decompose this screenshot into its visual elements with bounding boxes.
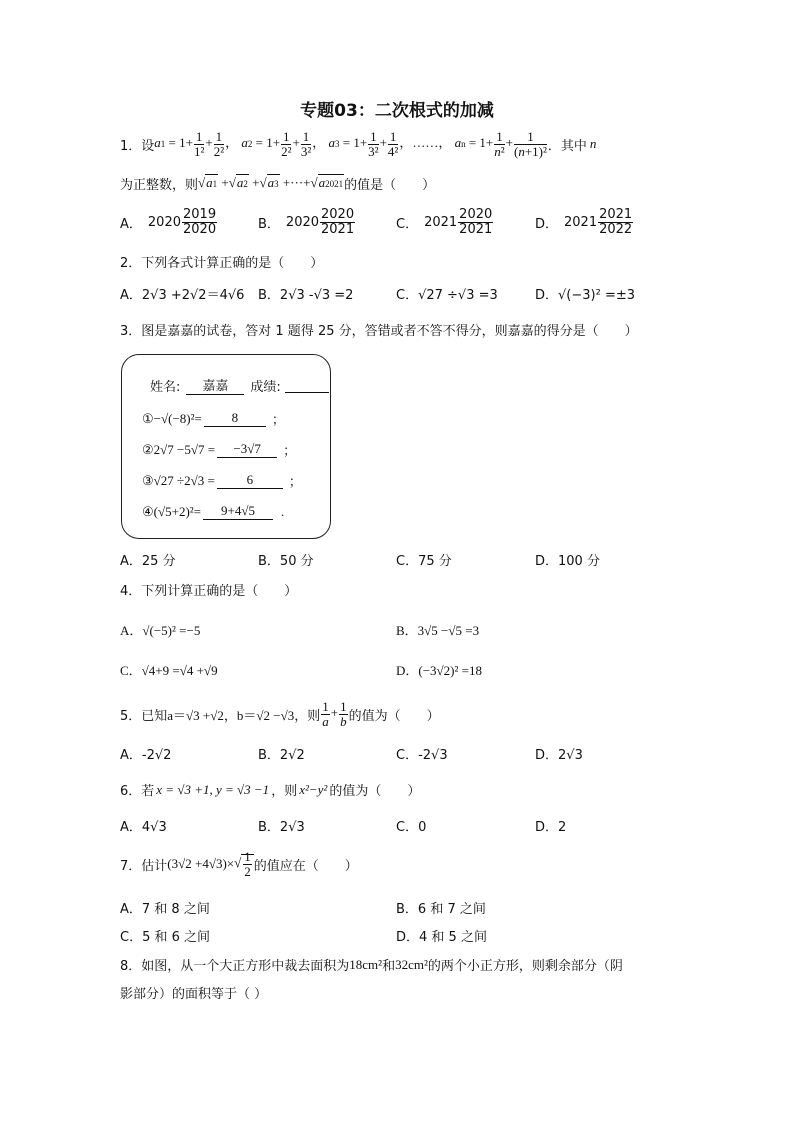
q1-qi-zhong: ．其中 [547, 138, 587, 154]
q6-option-b: B．2√3 [258, 820, 305, 835]
q1-n: n [589, 136, 597, 151]
q2-option-a: A．2√3 +2√2＝4√6 [120, 288, 245, 303]
row-2-semi: ； [283, 443, 297, 458]
q8-tail: 的两个小正方形，则剩余部分（阴 [427, 959, 623, 974]
q7-option-a: A．7 和 8 之间 [120, 902, 210, 917]
row-2-answer: −3√7 [217, 441, 277, 458]
q1-option-b [258, 208, 356, 236]
q2-option-d: D．√(−3)² =±3 [535, 288, 636, 303]
q7-expr: (3√2 +4√3)× [167, 856, 235, 871]
q5-ze: ，则 [294, 708, 321, 724]
question-3-text: 3．图是嘉嘉的试卷，答对 1 题得 25 分，答错或者不答不得分，则嘉嘉的得分是（ ） [120, 324, 638, 339]
q8-and: 和 [382, 959, 396, 974]
q8-v2: 32cm² [395, 956, 428, 972]
q1-number: 1． [120, 138, 142, 154]
q7-lead: 7．估计 [120, 858, 168, 874]
q6-expr: x = √3 +1, y = √3 −1 [156, 781, 270, 797]
card-row-1 [142, 409, 285, 428]
q1-option-a-letter: A． [120, 216, 142, 232]
q8-lead: 8．如图，从一个大正方形中裁去面积为 [120, 959, 350, 974]
q6-option-d: D．2 [535, 820, 567, 835]
q3-option-a: A．25 分 [120, 554, 176, 569]
q1-option-d [535, 208, 634, 236]
q6-tail: 的值为（ ） [329, 784, 421, 799]
q7-tail: 的值应在（ ） [253, 858, 358, 874]
card-row-2 [142, 440, 296, 459]
q5-expr: $\frac{1}{a}$ + $\frac{1}{b}$ [322, 698, 347, 729]
q1-sum-expr: √a1 +√a2 +√a3 +···+√a2021 [198, 175, 344, 190]
q3-option-b: B．50 分 [258, 554, 314, 569]
q3-option-c: C．75 分 [396, 554, 452, 569]
q1-option-a-frac: $\frac{2019}{2020}$ [183, 207, 217, 237]
q8-v1: 18cm² [349, 956, 383, 972]
q1-option-d-letter: D． [535, 216, 559, 232]
row-1-semi: ； [271, 412, 285, 427]
q1-option-a-whole: 2020 [147, 214, 181, 230]
q6-option-c: C．0 [396, 820, 427, 835]
question-4-text: 4．下列计算正确的是（ ） [120, 584, 298, 599]
q1-lead: 设 [141, 138, 155, 154]
q1-option-a [120, 208, 218, 236]
q1-option-c-whole: 2021 [424, 214, 458, 230]
q2-option-b: B．2√3 -√3 =2 [258, 288, 354, 303]
q1-option-b-letter: B． [258, 216, 280, 232]
q1-option-b-whole: 2020 [285, 214, 320, 230]
row-4-dot: . [281, 503, 285, 519]
q5-lead: 5．已知 [120, 708, 168, 724]
q5-option-a: A．-2√2 [120, 748, 172, 763]
row-3-semi: ； [288, 474, 302, 489]
score-blank [285, 377, 329, 393]
q6-option-a: A．4√3 [120, 820, 167, 835]
q6-ze: ，则 [271, 784, 298, 799]
q4-option-d: D．(−3√2)² =18 [396, 663, 482, 678]
q1-a1-def: a1 = 1+ $\frac{1}{\text{1²}}$ + $\frac{1}{\text{2²}}$ ， a2 = 1+ $\frac{1}{\text{2²}}$ + $\frac{1}{\text{3²}}$ ， a3 = 1+ $\frac{1}{\text{3²}}$ + $\frac{1}{\text{4²}}$ ，……， an = 1+ $\frac{1}{\text{n²}}$ + $\frac{1}{\text{(n+1)²}}$ [154, 128, 547, 159]
question-6-text [120, 780, 420, 799]
card-name-row [150, 375, 329, 395]
q1-tail: 的值是（ ） [344, 177, 436, 193]
q3-option-d: D．100 分 [535, 554, 600, 569]
q5-def: a＝√3 +√2，b＝√2 −√3 [167, 707, 295, 723]
question-1-line-1 [120, 126, 596, 162]
question-7-text [120, 846, 358, 882]
q5-option-c: C．-2√3 [396, 748, 448, 763]
question-8-line-1 [120, 955, 623, 974]
page-title: 专题03：二次根式的加减 [300, 101, 494, 121]
q7-option-d: D．4 和 5 之间 [396, 930, 487, 945]
q7-root-half: √ $\frac{1}{2}$ [234, 850, 254, 878]
q6-lead: 6．若 [120, 784, 155, 799]
name-label: 姓名: [150, 379, 181, 395]
q1-option-c [396, 208, 494, 236]
q1-option-d-frac: $\frac{2021}{2022}$ [599, 207, 633, 237]
q6-expr2: x²−y² [299, 781, 328, 797]
card-row-4 [142, 503, 284, 520]
score-label: 成绩: [250, 379, 281, 395]
q5-tail: 的值为（ ） [348, 708, 440, 724]
q1-part2: 为正整数，则 [120, 177, 199, 193]
q1-option-c-letter: C． [396, 216, 419, 232]
q4-option-a: A．√(−5)² =−5 [120, 623, 201, 638]
student-name: 嘉嘉 [186, 375, 244, 395]
question-2-text: 2．下列各式计算正确的是（ ） [120, 256, 324, 271]
question-8-line-2: 影部分）的面积等于（ ） [120, 987, 268, 1002]
test-paper-card [121, 354, 331, 539]
q2-option-c: C．√27 ÷√3 =3 [396, 288, 498, 303]
q1-option-b-frac: $\frac{2020}{2021}$ [321, 207, 355, 237]
row-4-answer: 9+4√5 [203, 503, 273, 520]
q4-option-c: C．√4+9 =√4 +√9 [120, 663, 218, 678]
q7-option-b: B．6 和 7 之间 [396, 902, 486, 917]
row-4-expr: ④(√5+2)²= [142, 503, 202, 519]
row-3-answer: 6 [217, 472, 283, 489]
row-1-answer: 8 [204, 410, 266, 427]
q1-option-d-whole: 2021 [564, 214, 598, 230]
card-row-3 [142, 471, 302, 490]
q1-option-c-frac: $\frac{2020}{2021}$ [459, 207, 493, 237]
q5-option-b: B．2√2 [258, 748, 305, 763]
row-3-expr: ③√27 ÷2√3 = [142, 472, 215, 488]
question-5-text [120, 698, 440, 730]
question-1-line-2 [120, 172, 435, 194]
row-1-expr: ①−√(−8)²= [142, 410, 202, 426]
q5-option-d: D．2√3 [535, 748, 583, 763]
q7-option-c: C．5 和 6 之间 [120, 930, 211, 945]
q4-option-b: B．3√5 −√5 =3 [396, 623, 480, 638]
row-2-expr: ②2√7 −5√7 = [142, 441, 216, 457]
